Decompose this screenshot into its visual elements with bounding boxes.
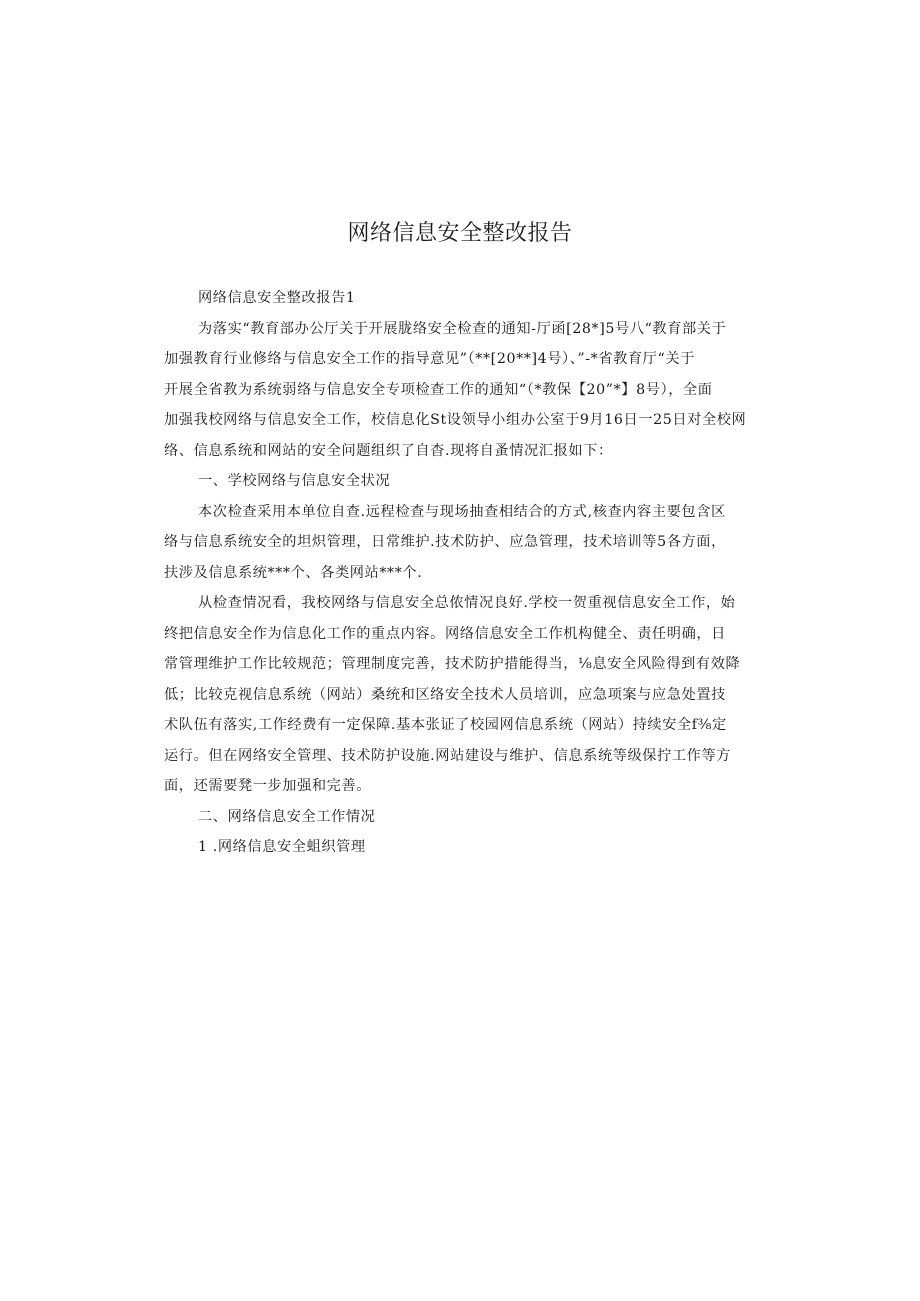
paragraph-line: 本次检查采用本单位自查.远程检查与现场抽查相结合的方式,核查内容主要包含区: [198, 503, 726, 520]
section-heading: 二、网络信息安全工作情况: [198, 808, 376, 825]
paragraph-line: 络、信息系统和网站的安全问题组织了自杳.现将自蚤情况汇报如下：: [164, 442, 613, 459]
paragraph-line: 运行。但在网络安全管理、技术防护设施.网站建设与维护、信息系统等级保拧工作等方: [164, 747, 732, 764]
paragraph-line: 常管理维护工作比较规范；管理制度完善，技术防护措能得当，⅛息安全风险得到有效降: [164, 656, 741, 672]
paragraph-line: 面，还需要凳一步加强和完善。: [164, 778, 372, 794]
paragraph-line: 为落实“教育部办公厅关于开展胧络安全检查的通知-厅函[28*]5号八“教育部关于: [198, 320, 727, 337]
paragraph-line: 网络信息安全整改报告1: [198, 290, 356, 306]
paragraph-line: 扶涉及信息系统***个、各类网站***个.: [164, 564, 423, 581]
paragraph-line: 终把信息安全作为信息化工作的重点内容。网络信息安全工作机构健全、责任明确，日: [164, 625, 726, 642]
paragraph-line: 开展全省教为系统弱络与信息安全专项检查工作的通知“（*教保【20”*】8号），全面: [164, 381, 713, 398]
paragraph-line: 络与信息系统安全的坦炽管理，日常维护.技术防护、应急管理，技术培训等5各方面，: [164, 534, 726, 550]
document-title: 网络信息安全整改报告: [347, 221, 573, 246]
subsection-heading: 1 .网络信息安全蛆织管理: [198, 839, 366, 855]
paragraph-line: 术队伍有落实,工作经费有一定保障.基本张证了校园网信息系统（网站）持续安全f⅜定: [164, 717, 727, 733]
paragraph-line: 从检查情况看，我校网络与信息安全总侬情况良好.学校一贺重视信息安全工作，始: [198, 595, 736, 611]
paragraph-line: 加强教育行业修络与信息安全工作的指导意见”（**[20**]4号）、”-*省教育厅“关于: [164, 351, 695, 367]
document-body: [164, 283, 760, 863]
paragraph-line: 低；比较克视信息系统（网站）桑统和区络安全技术人员培训，应急项案与应急处置技: [164, 686, 726, 703]
paragraph-line: 加强我校网络与信息安全工作，校信息化St设领导小组办公室于9月16日一25日对全校网: [164, 412, 747, 428]
section-heading: 一、学校网络与信息安全状况: [198, 473, 391, 489]
